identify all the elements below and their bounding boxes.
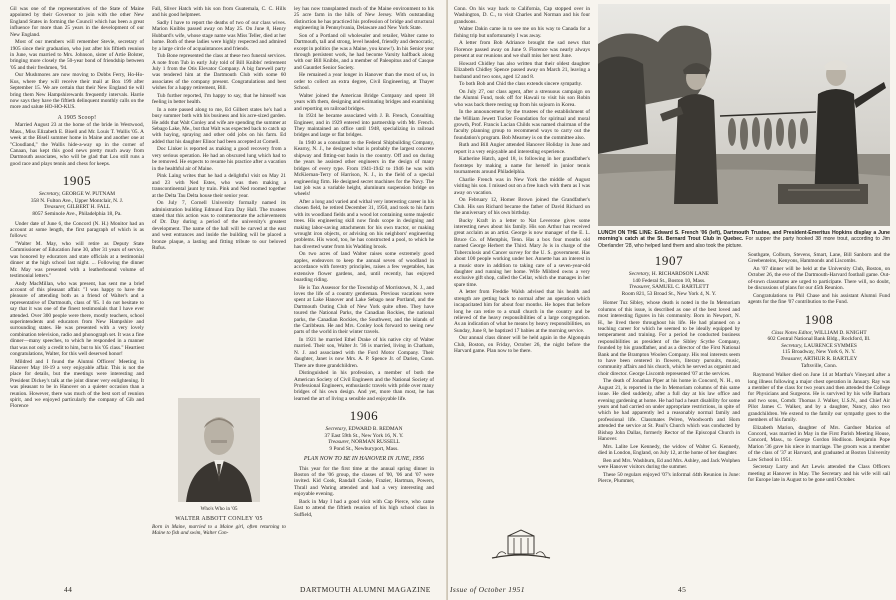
photo-caption-lead: LUNCH ON THE LINE: Edward S. French '06 (left), Dartmouth Trustee, and President-Emeritus Hopkins display a June morning's catch at the St. Bernard Trout Club in Quebec.: [598, 230, 890, 243]
portrait-caption-title: Who's Who in '05: [200, 506, 238, 512]
paragraph: Howard Chidley has also written that their oldest daughter Elizabeth Chidley Spence passed away on March 21, leaving a husband and two sons, aged 12 and 8.: [454, 60, 590, 80]
paragraph: Son of a Portland oil wholesaler and retailer, Walter came to Dartmouth, tall and strong, level headed, friendly and democratic, except in politics (he was a Maine, you know!). In his Senior year through persistent work, he had become Varsity halfback along with our Bill Knibbs, and a member of Paleopitus and of Casque and Gauntlet Senior Society.: [294, 32, 434, 71]
paragraph: Pink Laing writes that he had a delightful visit on May 21 and 23 with Ned Estes, who was then making a transcontinental jaunt by train. Pink and Ned roomed together at the Delta Tau Delta house their senior year.: [152, 173, 286, 199]
paragraph: Charlie French was in New York the middle of August visiting his son. I missed out on a free lunch with them as I was away on vacation.: [454, 176, 590, 196]
class-year-heading: 1905: [62, 173, 92, 189]
left-column-1: [10, 6, 144, 576]
paragraph: After a long and varied and withal very interesting career in his chosen field, he retired December 31, 1950, and took to his farm with its woodland fields and a wood lot containing some majestic trees. His engineering skill now finds scope in designing and making labor-saving attachments for his own tractor, or making wrought iron objects, or advising on his neighbors' engineering problems. His wood, too, he has constructed a pool, to which he has diverted water from his Wadding brook.: [294, 198, 434, 250]
paragraph: "Walter M. May, who will retire as Deputy State Commissioner of Education June 30, after 31 years of service, was honored by educators and state officials at a testimonial dinner at the high school last night. ... Following the dinner Mr. May was presented with a leatherbound volume of testimonial letters.": [10, 240, 144, 279]
paragraph: Our Mushmores are now moving to Dobbs Ferry, Ho-Ho-Kus, where they will receive their mail at Box 199 after September 15. We are certain that their New England tie will bring them New Hampshirewards frequently intervals. Harrie now says they have the fiftieth delinquent monthly calls on the more and salute HO-HO-KUS.: [10, 72, 144, 111]
paragraph: On July 27, our class agent, after a strenuous campaign on the Alumni Fund, took off for Hawaii to visit his son Robin who was back there resting up from his sojourn in Korea.: [454, 88, 590, 108]
right-column-3: [748, 252, 890, 576]
paragraph: Back in May I had a good visit with Cap Pierce, who came East to attend the fiftieth reunion of his high school class in Suffield,: [294, 498, 434, 518]
secretary-line: Secretary, EDWARD B. REDMAN: [325, 426, 403, 433]
paragraph: To both Bob and Chid the class extends sincere sympathy.: [459, 81, 583, 88]
plan-now-notice: PLAN NOW TO BE IN HANOVER IN JUNE, 1956: [303, 455, 425, 462]
left-column-3: [294, 6, 434, 576]
left-page-number: 44: [64, 585, 73, 594]
paragraph: Fall, Sliver Hatch with his son from Guatemala, C. C. Hills and his good helpmeet.: [152, 6, 286, 19]
treasurer-address: Room 821, 53 Broad St., New York 4, N. Y.: [621, 290, 717, 297]
paragraph: Elizabeth Marion, daughter of Mrs. Gardner Marion of Concord, was married in May in the First Parish Meeting House, Concord, Mass., to George Gordon Hodlison. Benjamin Pope Marion '36 gave his niece in marriage. The groom was a member of the class of '37 at Harvard, and graduated at Boston University Law School in 1951.: [748, 424, 890, 463]
paragraph: Secretary Larry and Art Lewis attended the Class Officers meeting at Hanover in May. The Secretary and his wife will sail for Europe late in August to be gone until October.: [748, 464, 890, 484]
paragraph: Distinguished in his profession, a member of both the American Society of Civil Engineers and the National Society of Professional Engineers, enthusiastic travels with pride over many bridges of his own design. And yet, more than most, he has learned the art of living a sensible and enjoyable life.: [294, 370, 434, 402]
paragraph: An '07 dinner will be held at the University Club, Boston, on October 26, the eve of the Dartmouth-Harvard football game. Out-of-town classmates are urged to participate. There will, no doubt, be discussions of plans for our 45th Reunion.: [748, 266, 890, 292]
paragraph: He is Tax Assessor for the Township of Morristown, N. J., and loves the life of a country gentleman. Previous vacations were spent at Lake Hanover and Lake Sebago near Portland, and the Dartmouth Outing Club of New York quite often. They have toured the National Parks, the Canadian Rockies, the national parks, the Canadian Rockies, the Southwest, and the islands of the Caribbean. He and Mrs. Conley look forward to seeing new parts of the world in their winter travels.: [294, 284, 434, 336]
paragraph: Ben and Mrs. Washburn, Ed and Mrs. Ashley, and Jack Wolphen were Hanover visitors during the summer.: [598, 457, 740, 471]
secretary-address: 37 East 59th St., New York 16, N. Y.: [324, 432, 404, 439]
class-year-heading: 1907: [654, 253, 684, 268]
paragraph: Katherine Hatch, aged 18, is following in her grandfather's footsteps by making a name for herself in junior tennis tournaments around Philadelphia.: [454, 156, 590, 176]
issue-date: Issue of October 1951: [450, 585, 525, 594]
notes-editor-line: Class Notes Editor, WILLIAM D. KNIGHT: [771, 329, 867, 336]
portrait-caption-text: Born in Maine, married to a Maine girl, often returning to Maine to fish and swim, Walter Con-: [152, 524, 286, 537]
photo-caption-rest: For supper the party hooked 38 more trout, according to Jim Oberlander '28, who helped land them and also took the picture.: [598, 236, 890, 249]
right-column-2: [598, 252, 740, 576]
class-year-heading: 1908: [804, 311, 834, 327]
paragraph: The death of Jonathan Piper at his home in Concord, N. H., on August 21, is reported in the In Memoriam columns of this same issue. He died suddenly, after a full day at his law office and evening gardening at home. He had had a heart disability for some years and had carried on under appropriate restrictions, in spite of which he had apparently led a reasonably normal family and professional life. Classmates Pelren, Woodworth and Horn attended the service at St. Paul's Church which was conducted by Bishop John Dallas, formerly Rector of the Episcopal Church in Hanover.: [598, 378, 740, 443]
paragraph: He remained a year longer in Hanover than the most of us, in order to collect an extra degree, Civil Engineering, at Thayer School.: [294, 72, 434, 92]
secretary-address: 115 Broadway, New York 6, N. Y.: [782, 349, 856, 356]
paragraph: These 50 regulars enjoyed '07's informal 44th Reunion in June: Pierce, Plummer,: [598, 471, 740, 485]
portrait-caption-name: WALTER ABBOTT CONLEY '05: [175, 516, 263, 522]
paragraph: Andy MacMillan, who was present, has sent me a brief account of this pleasant affair. "I was happy to have the pleasure of attending both as a friend of Walter's and a representative of Dartmouth, class of '05. I do not hesitate to say that it was one of the finest testimonials that I have ever attended. Over 300 people were there, mostly teachers, school superintendents and educators from New Hampshire and surrounding states. He was presented with a very lovely combination television, radio and phonograph set. It was a fine dinner—many speeches, to which he responded in a manner that was not only a credit to him, but to his '05 class." Heartiest congratulations, Walter, for this well deserved honor!: [10, 280, 144, 357]
right-column-1: [454, 6, 590, 576]
paragraph: A letter from Bob Adriance brought the sad news that Florence passed away on June 9. Florence was nearly always present at our reunions and we shall miss her next June.: [454, 40, 590, 60]
paragraph: Tub further reported, I'm happy to say, that he himself was feeling in better health.: [152, 92, 286, 106]
paragraph: Congratulations to Phil Chase and his assistant Alumni Fund agents for the fine '07 contribution to the Fund.: [748, 292, 890, 306]
paragraph: Homer Tuz Sibley, whose death is noted in the In Memoriam columns of this issue, is described as one of the best loved and most interesting figures in his community. Born in Newport, N. H., he lived there throughout his life. He had planned on a teaching career for which he seemed to be ideally equipped by temperament and training. For a period he conducted business responsibilities as president of the Sibley Scythe Company, founded by his grandfather, and as a director of the First National Bank and the Brampton Woolen Company. His real interests seem to have been centered in flowers, literary pursuits, music, community affairs and his church, which he served as organist and choir director. George Liscomb represented '07 at the services.: [598, 300, 740, 377]
paragraph: Conn. On his way back to California, Cap stopped over in Washington, D. C., to visit Charles and Norman and his four grandsons.: [454, 6, 590, 25]
secretary-address: 358 N. Fulton Ave., Upper Montclair, N. J.: [30, 197, 124, 204]
secretary-line: Secretary, GEORGE W. PUTNAM: [38, 191, 116, 198]
paragraph: On two acres of land Walter raises some extremely good apples, endeavors to keep the annual seven of woodland in accordance with forestry principles, raises a few vegetables, has extensive flower gardens, and, until recently, has enjoyed boarding riding.: [294, 251, 434, 283]
paragraph: Sadly I have to report the deaths of two of our class wives. Marion Knibbs passed away on May 25. On June 8, Henry Hubbard's wife, whose stage name was Miss Teller, died at her home. Both of these ladies were highly respected and admired by a large circle of acquaintances and friends.: [152, 20, 286, 52]
treasurer-address: 9 Pond St., Newburyport, Mass.: [329, 446, 399, 453]
paragraph: On July 7, Cornell University formally named its administration building Edmund Ezra Day Hall. The trustees stated that this action was to commemorate the achievements of Dr. Day during a period of the university's greatest development. The name of the hall will be carved at the east and west entrances and inside the building will be placed a bronze plaque, a lasting and fitting tribute to our beloved Rufus.: [152, 200, 286, 251]
paragraph: In 1940 as a consultant to the Federal Shipbuilding Company, Kearny, N. J., he designed what is probably the largest concrete shipway and fitting-out basin in the country. Off and on during the years he assisted other engineers in the design of many bridges of every type. From 1941-1942 to 1946 he was with McKiernan-Terry of Harrison, N. J., in the field of a special engineering firm. He designed secret machines for the Navy. The last job was a variable height, aluminum suspension bridge on wheels!: [294, 140, 434, 198]
right-page-number: 45: [678, 585, 687, 594]
portrait-photo: [178, 398, 260, 502]
paragraph: Mildred and I found the Alumni Officers' Meeting in Hanover May 18-19 a very enjoyable affair. This is not the place for details, but the meetings were interesting and President Dickey's talk at the joint dinner very enlightening. It was pleasant to be in Hanover on a quieter occasion than a reunion. However, there was much of the best sort of reunion spirit, and we enjoyed particularly the company of Gib and Florence: [10, 358, 144, 410]
paragraph: Mrs. Lalite Lee Kennedy, the widow of Walter G. Kennedy, died in London, England, on July 12, at the home of her daughter.: [598, 443, 740, 457]
paragraph: Married August 23 at the home of the bride in Westwood, Mass., Miss Elizabeth E. Bisell and Mr. Louis T. Wallis '05. A week at the Bisell summer home in Maine and another one at "Cloudland," the Wallis hide-a-way up in the corner of Canaan, has kept this good news pretty much away from Dartmouth associates, who will be glad that Lou still runs a good race and plays tennis and chess for keeps.: [10, 122, 144, 167]
right-page: [448, 0, 896, 600]
decorative-emblem: [486, 528, 556, 564]
magazine-title: DARTMOUTH ALUMNI MAGAZINE: [300, 585, 431, 594]
secretary-address: 140 Federal St., Boston 10, Mass.: [632, 277, 706, 284]
paragraph: ley has now transplanted much of the Maine environment to his 25 acre farm in the hills of New Jersey. With outstanding distinction he has practiced his profession of bridge and structural engineering in Pennsylvania, Delaware and New York State.: [294, 6, 434, 32]
paragraph: Walter joined the American Bridge Company and spent 18 years with them, designing and estimating bridges and examining and reporting on railroad bridges.: [294, 92, 434, 112]
paragraph: In the announcement by the trustees of the establishment of the William Jewett Tucker Foundation for spiritual and moral growth, Prof. Francis Lucian Childs was named chairman of the faculty planning group to recommend ways to carry out the foundation's program. Bob Mearney is on the committee also.: [454, 109, 590, 141]
portrait-image: [178, 398, 260, 502]
paragraph: Southgate, Colburn, Stevens, Smart, Lane, Bill Sanborn and the Greebenteins, Kenyons, Hammonds and Liscombs.: [748, 252, 890, 265]
paragraph: Doc Linker is reported as making a good recovery from a very serious operation. He had an obscured lung which had to be removed. He expects to resume his practice after a vacation in the healthful air of Maine.: [152, 146, 286, 172]
secretary-line: Secretary, LAURENCE SYMMES: [781, 342, 857, 349]
paragraph: Most of our members will remember Stevie, secretary of 1905 since their graduation, who just after his fiftieth reunion in June, was married to Mrs. Johnson, sister of Artie Bolster, bringing more closely the 50-year bond of friendship between '05 and their freshmen, '94.: [10, 39, 144, 71]
treasurer-address: 8057 Seminole Ave., Philadelphia 18, Pa.: [32, 210, 122, 217]
emblem-icon: [486, 528, 556, 564]
secretary-line: Secretary, H. RICHARDSON LANE: [628, 271, 710, 277]
treasurer-line: Treasurer, GILBERT H. FALL: [43, 204, 111, 211]
treasurer-line: Treasurer, ARTHUR R. BARTLEY: [780, 356, 858, 362]
fishing-photo: [598, 4, 890, 226]
section-heading: A 1905 Scoop!: [57, 114, 97, 121]
notes-editor-address: 602 Central National Bank Bldg., Rockford, Ill.: [767, 336, 871, 343]
paragraph: In a note passed along to me, Ed Gilbert states he's had a busy summer both with his business and his acre-sized garden. He adds that Walt Conley and wife are spending the summer at Sebago Lake, Me., but that Walt was expected back to catch up with haying, spraying and other odd jobs on his farm. Ed added that his daughter Elinor had been accepted at Cornell.: [152, 106, 286, 145]
paragraph: Raymond Walker died on June 14 at Martha's Vineyard after a long illness following a major chest operation in January. Ray was a member of the class for two years and then attended the College for Physicians and Surgeons. He is survived by his wife Barbara and two sons, Comdr. Thomas J. Walker, U.S.N., and Chief Air Pilot James C. Walker, and by a daughter, Nancy, also two grandchildren. We extend to the family our sympathy goes to the members of his family.: [748, 372, 890, 424]
paragraph: Walter Dakin came in to see me on his way to Canada for a fishing trip but unfortunately I was away.: [454, 26, 590, 39]
paragraph: Tub Bone represented the class at these two funeral services. A note from Tub in early July told of Bill Knibbs' retirement July 1 from the Otis Elevator Company. A big farewell party was tendered him at the Dartmouth Club with some 60 associates of the company present. Congratulations and best wishes for a happy retirement, Bill.: [152, 53, 286, 92]
paragraph: Our annual class dinner will be held again in the Algonquin Club, Boston, on Friday, October 26, the night before the Harvard game. Plan now to be there.: [454, 335, 590, 355]
photo-caption: [598, 230, 890, 249]
paragraph: A letter from Freddie Walsh advised that his health and strength are getting back to normal after an operation which incapacitated him for about four months. He hopes that before long he can retire to a small church in the country and be relieved of the heavy responsibilities of a large congregation. As an indication of what he means by heavy responsibilities, on Sunday, June 8, he baptized 17 babies at the morning service.: [454, 289, 590, 334]
paragraph: In 1921 he married Ethel Drake of his native city of Walter married. Their son, Walter Jr. '36 is married, living in Chatham, N. J. and associated with the Ford Motor Company. Their daughter, Janet is now Mrs. A. P. Spence Jr. of Darien, Conn. There are three grandchildren.: [294, 337, 434, 369]
paragraph: In 1924 he became associated with J. B. French, Consulting Engineer, and in 1929 entered into partnership with Mr. French. They maintained an office until 1948, specializing in railroad bridges and large or flat bridges.: [294, 113, 434, 139]
paragraph: Gil was one of the representatives of the State of Maine appointed by their Governor to join with the other New England States in forming the Council which has been a great influence for more than 25 years in the development of our New England.: [10, 6, 144, 38]
fishing-photo-image: [598, 4, 890, 226]
paragraph: This year for the first time at the annual spring dinner in Boston of the '06 group, the classes of '00, '06 and '07 were invited. Kid Cook, Randall Cooke, Frazier, Hartman, Powers, Thrall and Waring attended and had a very interesting and enjoyable evening.: [294, 465, 434, 498]
treasurer-address: Taftsville, Conn.: [800, 362, 837, 369]
class-year-heading: 1906: [349, 408, 379, 424]
paragraph: Under date of June 6, the Concord (N. H.) Monitor had an account at some length, the first paragraph of which is as follows:: [10, 220, 144, 240]
treasurer-line: Treasurer, NORMAN RUSSELL: [328, 439, 400, 446]
treasurer-line: Treasurer, SAMUEL C. BARTLETT: [629, 284, 709, 291]
paragraph: Ruth and Bill Angier attended Hanover Holiday in June and report it a very enjoyable and interesting experience.: [454, 142, 590, 155]
paragraph: Bucky Kraft in a letter to Nat Leverone gives some interesting news about his family. His son Arthur has received great acclaim as an artist. George is now manager of the E. L. Bruce Co. of Memphis, Tenn. Has a box four months old named George Herbert the Third. Mary Jo is in charge of the Tuberculosis and Cancer survey for the U. S. government. Has about 100 people working under her. Annette has an interest in a music store in addition to taking care of a seven-year-old daughter and running her home. Wife Mildred owns a very exclusive gift shop, called the Cellar, which she manages in her spare time.: [454, 217, 590, 288]
paragraph: On February 12, Homer Brown joined the Grandfather's Club. His son Richard became the father of David Richard on the anniversary of his own birthday.: [454, 197, 590, 217]
